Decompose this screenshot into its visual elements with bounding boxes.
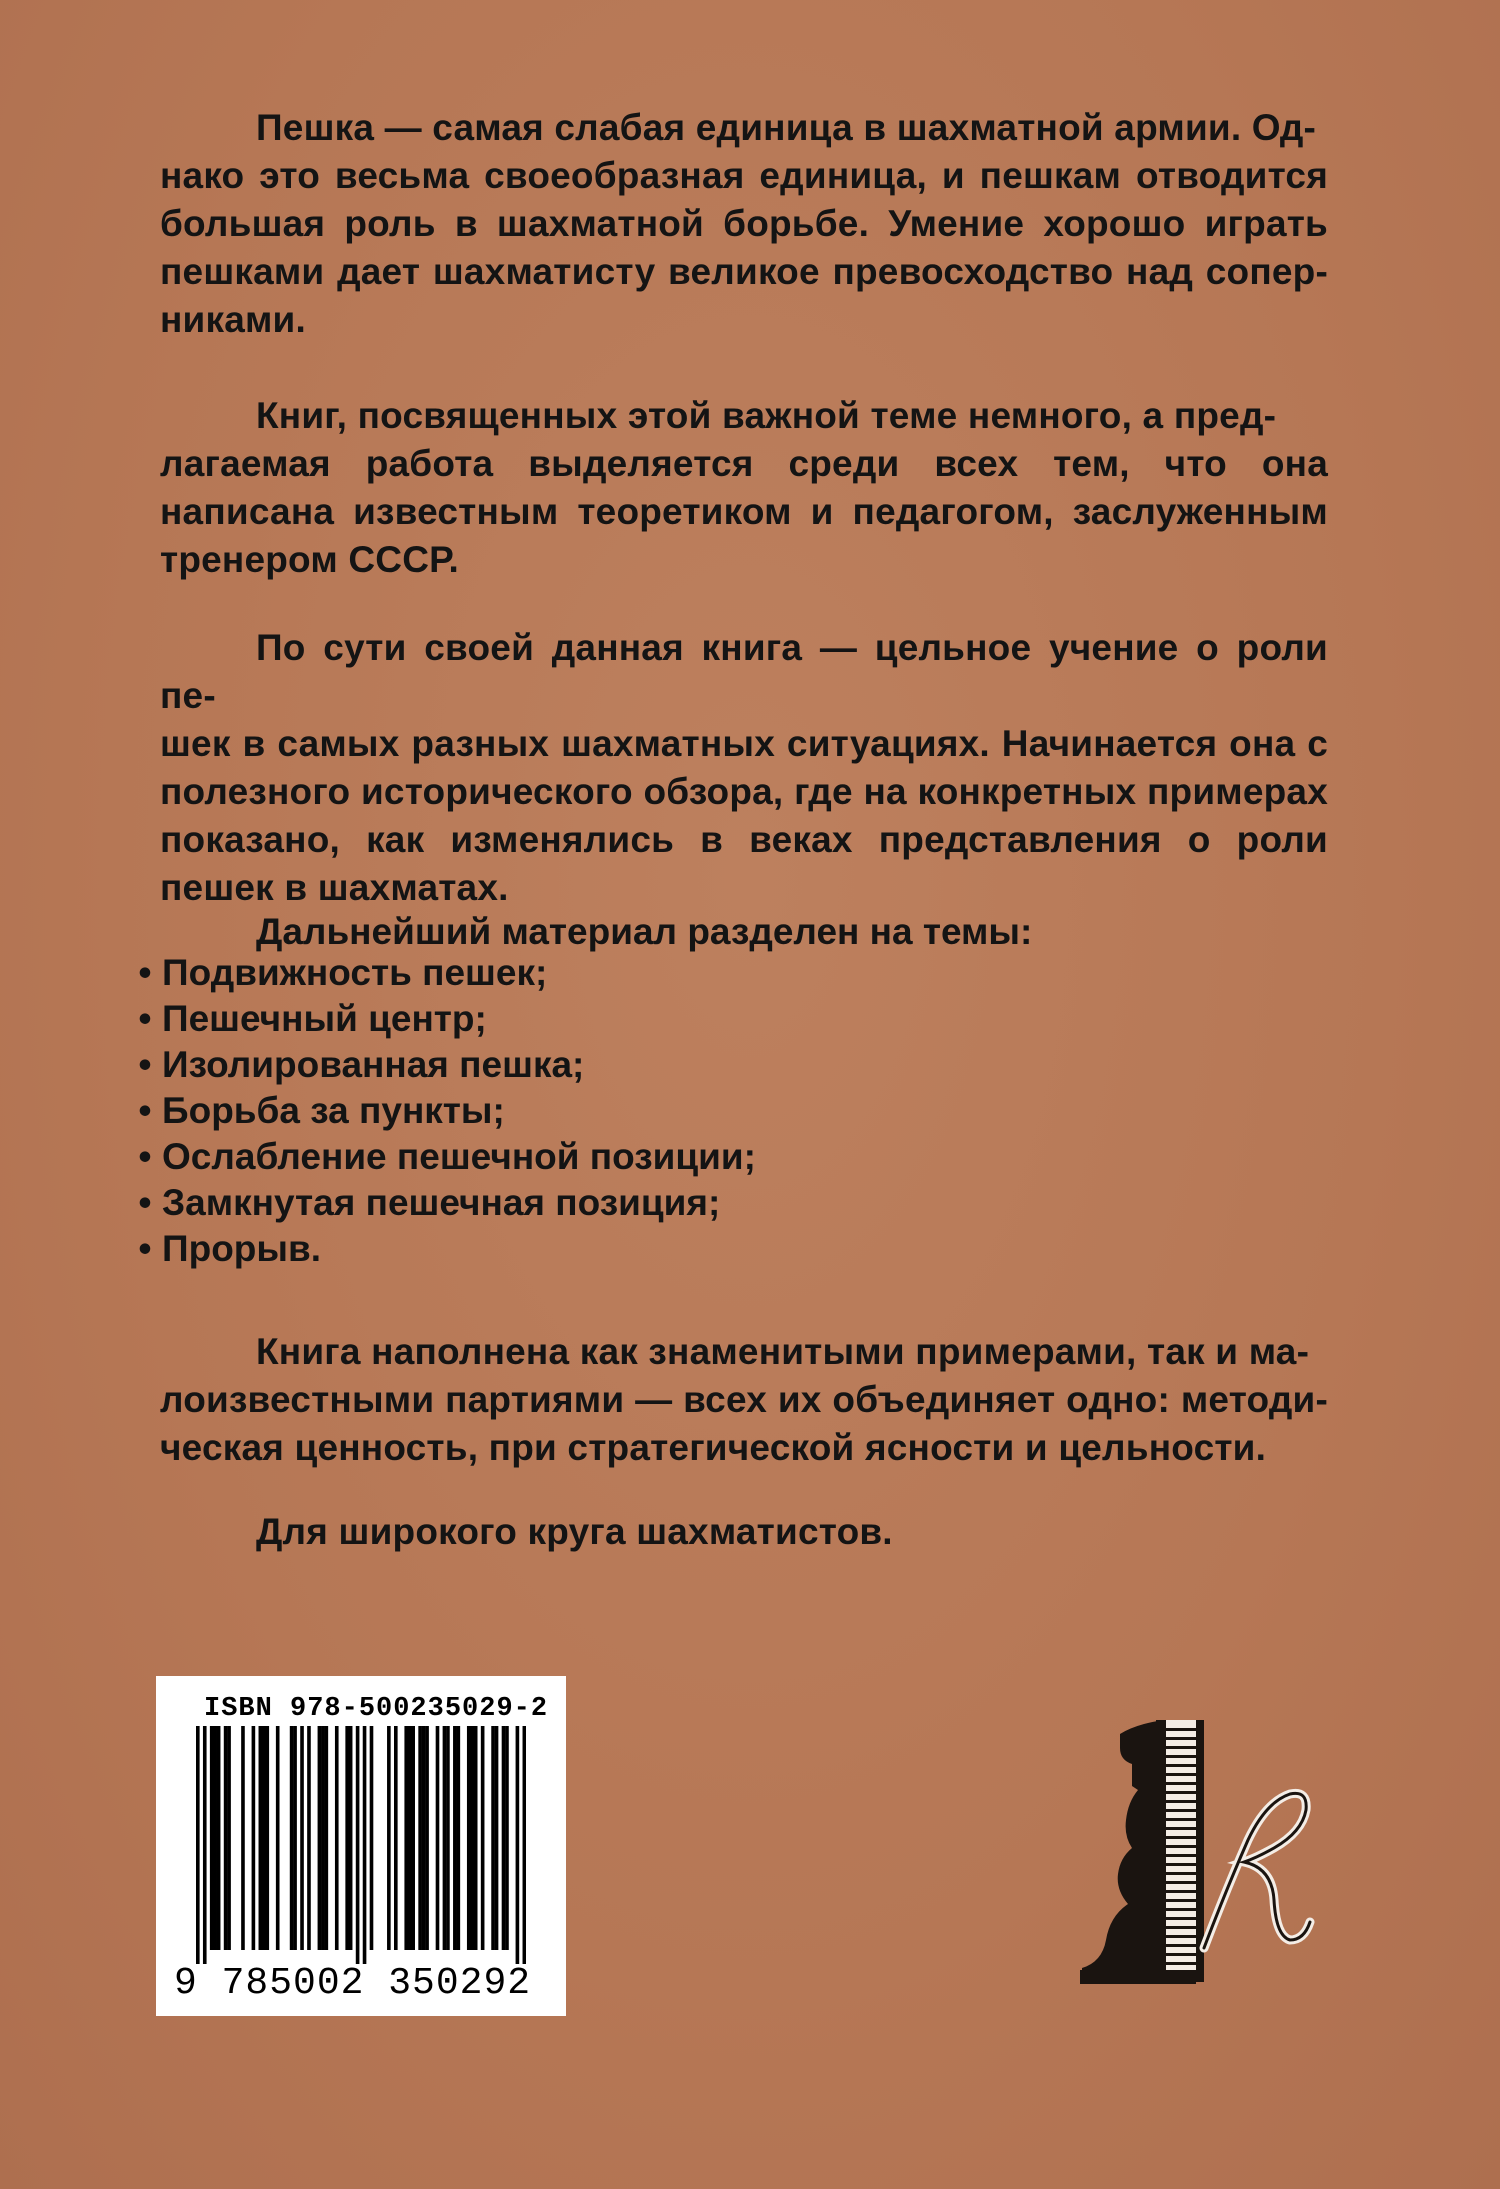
- logo-ladder-rung: [1164, 1809, 1198, 1812]
- topic-item: [128, 1134, 756, 1180]
- barcode-bar: [516, 1726, 520, 1964]
- topic-label: Борьба за пункты;: [162, 1090, 505, 1131]
- topics-list: [128, 950, 756, 1272]
- paragraph-book-content: [160, 624, 1328, 912]
- logo-ladder-rung: [1164, 1899, 1198, 1902]
- barcode-bar: [502, 1726, 506, 1950]
- barcode-bar: [505, 1726, 509, 1950]
- barcode-bar: [523, 1726, 526, 1964]
- paragraph-pawn-intro: [160, 104, 1328, 344]
- logo-base-plate: [1080, 1970, 1196, 1984]
- paragraph-about-author: [160, 392, 1328, 584]
- logo-ladder-rung: [1164, 1944, 1198, 1947]
- topic-label: Изолированная пешка;: [162, 1044, 585, 1085]
- topic-item: [128, 1180, 756, 1226]
- barcode-bar: [443, 1726, 447, 1950]
- topics-intro: Дальнейший материал разделен на темы:: [256, 911, 1033, 952]
- barcode-bar: [321, 1726, 325, 1950]
- topic-item: [128, 950, 756, 996]
- barcode-bar: [457, 1726, 461, 1950]
- barcode-bar: [252, 1726, 256, 1950]
- isbn-label: ISBN 978-500235029-2: [204, 1694, 549, 1724]
- topic-label: Замкнутая пешечная позиция;: [162, 1182, 721, 1223]
- barcode-bar: [467, 1726, 471, 1950]
- paragraph-line: Для широкого круга шахматистов.: [256, 1511, 893, 1552]
- paragraph-text: шек в самых разных шахматных ситуациях. Начинается она с полезного исторического обзора, где на конкретных примерах показано, как изменялись в веках представления о роли пешек в шахматах.: [160, 723, 1328, 908]
- paragraph-line: По сути своей данная книга — цельное учение о роли пе-: [160, 627, 1328, 716]
- logo-ladder-rung: [1164, 1782, 1198, 1785]
- barcode-bar: [276, 1726, 280, 1950]
- barcode-bar: [318, 1726, 322, 1950]
- barcode-bar: [290, 1726, 294, 1950]
- barcode-bar: [227, 1726, 231, 1950]
- barcode-icon: [196, 1726, 526, 1964]
- topic-item: [128, 1042, 756, 1088]
- barcode-bar: [491, 1726, 495, 1950]
- paragraph-examples: [160, 1328, 1328, 1472]
- logo-ladder-rung: [1164, 1953, 1198, 1956]
- barcode-bar: [422, 1726, 426, 1950]
- paragraph-audience: [160, 1508, 1328, 1556]
- logo-ladder-rung: [1164, 1890, 1198, 1893]
- barcode-bar: [203, 1726, 207, 1964]
- topic-label: Ослабление пешечной позиции;: [162, 1136, 756, 1177]
- logo-ladder-rung: [1164, 1737, 1198, 1740]
- logo-ladder-rung: [1164, 1854, 1198, 1857]
- barcode-bar: [436, 1726, 440, 1950]
- barcode-digits: 9 785002 350292: [174, 1962, 532, 2005]
- barcode-bar: [213, 1726, 217, 1950]
- barcode-bar: [470, 1726, 474, 1950]
- barcode-bar: [411, 1726, 415, 1950]
- logo-ladder-rung: [1164, 1755, 1198, 1758]
- bullet-icon: •: [138, 1228, 152, 1269]
- barcode-bar: [196, 1726, 200, 1964]
- isbn-barcode-panel: [156, 1676, 566, 2016]
- bullet-icon: •: [138, 952, 152, 993]
- barcode-bar: [210, 1726, 214, 1950]
- barcode-bar: [387, 1726, 391, 1950]
- barcode-bar: [224, 1726, 228, 1950]
- logo-ladder-rung: [1164, 1926, 1198, 1929]
- barcode-bar: [265, 1726, 269, 1950]
- barcode-bar: [300, 1726, 304, 1950]
- barcode-bar: [325, 1726, 329, 1950]
- bullet-icon: •: [138, 1090, 152, 1131]
- logo-ladder-rung: [1164, 1863, 1198, 1866]
- barcode-bar: [370, 1726, 374, 1950]
- publisher-monogram-k-icon: [1076, 1690, 1316, 1990]
- topic-label: Подвижность пешек;: [162, 952, 548, 993]
- barcode-bar: [349, 1726, 353, 1950]
- barcode-bar: [394, 1726, 398, 1950]
- barcode-bar: [408, 1726, 412, 1950]
- barcode-bar: [481, 1726, 485, 1950]
- barcode-bar: [217, 1726, 221, 1950]
- logo-ladder-rung: [1164, 1746, 1198, 1749]
- logo-ladder-rung: [1164, 1872, 1198, 1875]
- logo-ladder-rung: [1164, 1800, 1198, 1803]
- paragraph-line: Книг, посвященных этой важной теме немного, а пред-: [256, 395, 1277, 436]
- barcode-bar: [446, 1726, 450, 1950]
- logo-ladder-rail: [1156, 1720, 1166, 1982]
- barcode-bar: [262, 1726, 266, 1950]
- logo-ladder-rung: [1164, 1845, 1198, 1848]
- logo-ladder-rung: [1164, 1818, 1198, 1821]
- bullet-icon: •: [138, 1136, 152, 1177]
- logo-ladder-rung: [1164, 1935, 1198, 1938]
- barcode-bar: [363, 1726, 367, 1964]
- barcode-bar: [474, 1726, 478, 1950]
- logo-ladder-rung: [1164, 1827, 1198, 1830]
- barcode-bar: [241, 1726, 245, 1950]
- barcode-bar: [453, 1726, 457, 1950]
- logo-ladder-rung: [1164, 1836, 1198, 1839]
- bullet-icon: •: [138, 998, 152, 1039]
- topic-item: [128, 996, 756, 1042]
- topic-label: Пешечный центр;: [162, 998, 487, 1039]
- barcode-bar: [345, 1726, 349, 1950]
- logo-ladder-rung: [1164, 1791, 1198, 1794]
- barcode-bar: [293, 1726, 297, 1950]
- topic-label: Прорыв.: [162, 1228, 322, 1269]
- paragraph-text: лоизвестными партиями — всех их объединяет одно: методи- ческая ценность, при стратегической ясности и цельности.: [160, 1379, 1328, 1468]
- paragraph-text: нако это весьма своеобразная единица, и пешкам отводится большая роль в шахматной борьбе. Умение хорошо играть пешками дает шахматисту великое превосходство над сопер- никами.: [160, 155, 1328, 340]
- logo-ladder-band: [1162, 1720, 1198, 1982]
- bullet-icon: •: [138, 1182, 152, 1223]
- barcode-bar: [259, 1726, 263, 1950]
- barcode-bar: [307, 1726, 311, 1950]
- logo-ladder-rung: [1164, 1773, 1198, 1776]
- paragraph-line: Пешка — самая слабая единица в шахматной армии. Од-: [256, 107, 1317, 148]
- logo-ladder-rung: [1164, 1917, 1198, 1920]
- logo-k-stroke-light: [1204, 1793, 1310, 1948]
- barcode-bar: [335, 1726, 339, 1950]
- paragraph-line: Книга наполнена как знаменитыми примерами, так и ма-: [256, 1331, 1310, 1372]
- bullet-icon: •: [138, 1044, 152, 1085]
- topic-item: [128, 1088, 756, 1134]
- barcode-bar: [495, 1726, 499, 1950]
- logo-ladder-rung: [1164, 1881, 1198, 1884]
- logo-ladder-rung: [1164, 1908, 1198, 1911]
- barcode-bar: [356, 1726, 360, 1964]
- barcode-bar: [418, 1726, 422, 1950]
- logo-ladder-rung: [1164, 1728, 1198, 1731]
- paragraph-text: лагаемая работа выделяется среди всех тем, что она написана известным теоретиком и педагогом, заслуженным тренером СССР.: [160, 443, 1328, 580]
- logo-ladder-rung: [1164, 1962, 1198, 1965]
- logo-ladder-rung: [1164, 1764, 1198, 1767]
- topic-item: [128, 1226, 756, 1272]
- barcode-bar: [404, 1726, 408, 1950]
- barcode-bar: [425, 1726, 429, 1950]
